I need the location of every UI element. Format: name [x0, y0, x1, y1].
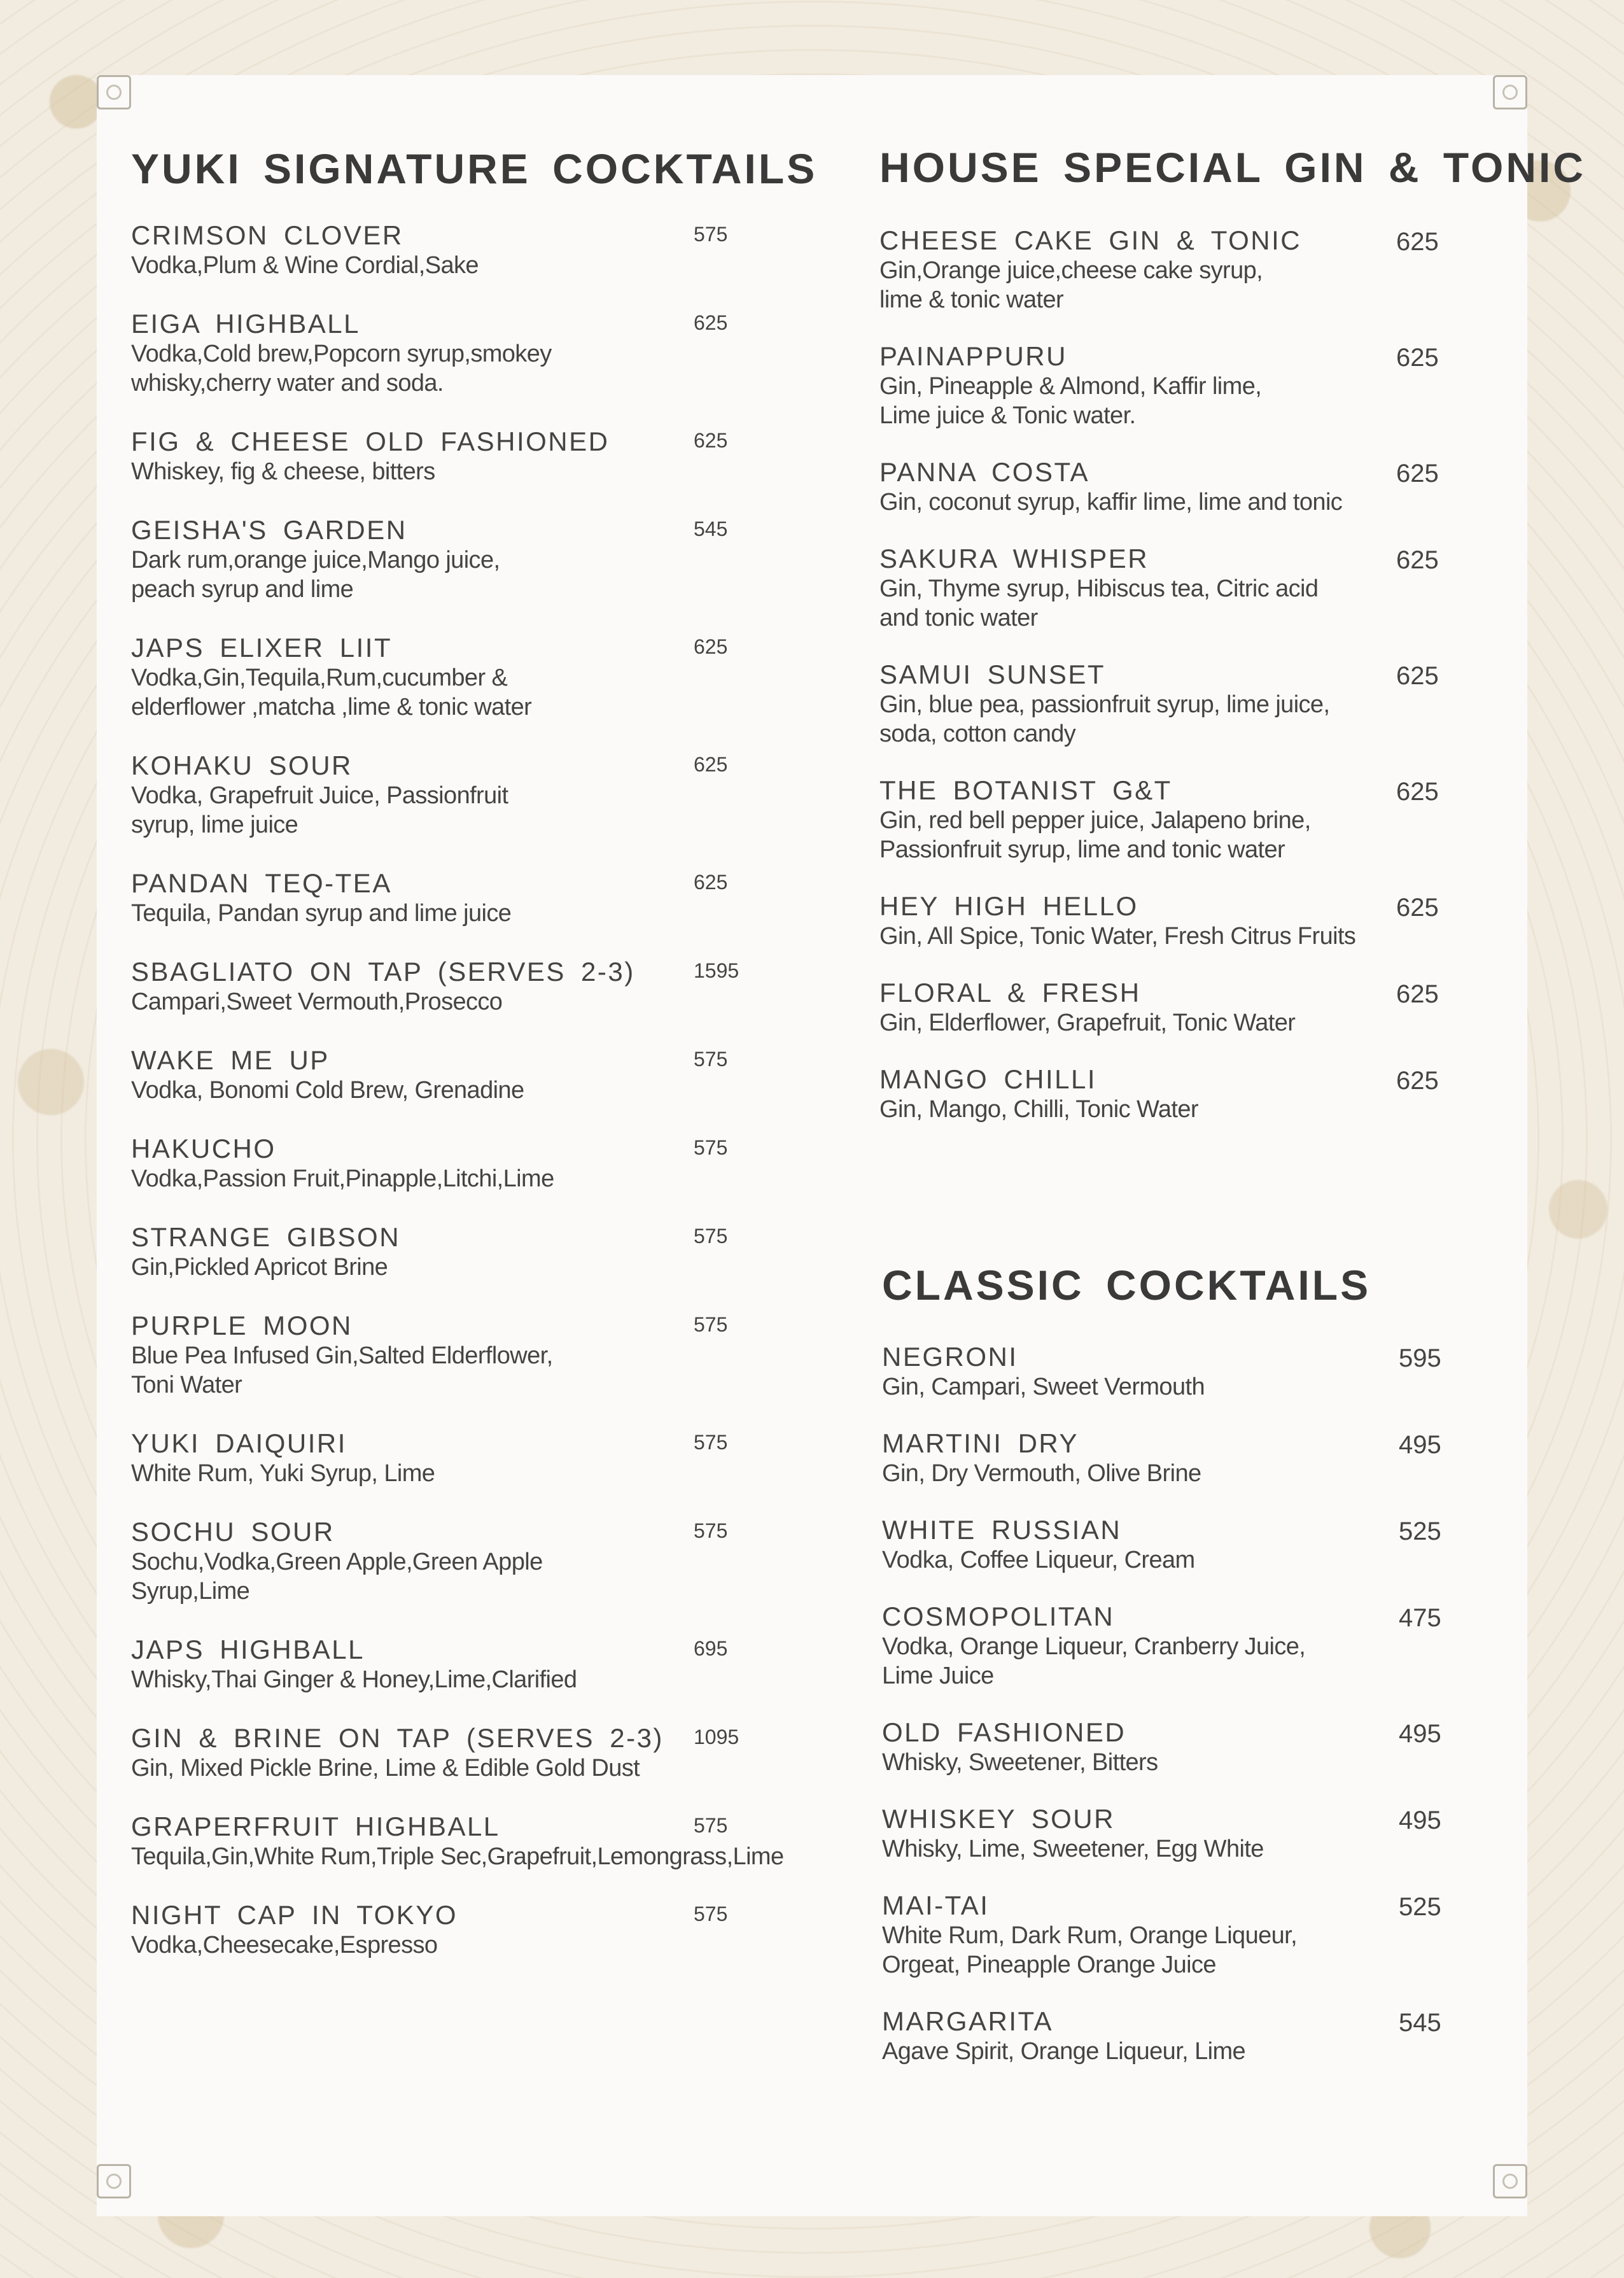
item-description: Gin, Pineapple & Almond, Kaffir lime, Lime juice & Tonic water. [879, 373, 1262, 429]
menu-item [879, 1064, 1516, 1124]
item-name: SBAGLIATO ON TAP (SERVES 2-3) [131, 957, 635, 987]
menu-item [879, 225, 1516, 314]
menu-item [879, 659, 1516, 749]
item-name: PANNA COSTA [879, 457, 1090, 487]
classic-cocktails-section [882, 1264, 1455, 2093]
corner-ornament-icon [97, 75, 131, 109]
item-name: SAMUI SUNSET [879, 659, 1106, 689]
item-name: YUKI DAIQUIRI [131, 1428, 347, 1458]
item-name: HEY HIGH HELLO [879, 891, 1138, 921]
item-description: Vodka,Gin,Tequila,Rum,cucumber & elderflower ,matcha ,lime & tonic water [131, 664, 532, 721]
signature-cocktails-section [131, 145, 844, 1988]
menu-item [131, 1900, 844, 1960]
item-price: 575 [694, 223, 728, 246]
item-name: WHITE RUSSIAN [882, 1515, 1122, 1545]
item-price: 575 [694, 1431, 728, 1454]
item-name: OLD FASHIONED [882, 1717, 1126, 1747]
section-title: YUKI SIGNATURE COCKTAILS [131, 145, 818, 192]
item-price: 625 [1396, 980, 1439, 1008]
item-description: Vodka,Passion Fruit,Pinapple,Litchi,Lime [131, 1165, 554, 1192]
menu-list [882, 1342, 1455, 2066]
item-price: 575 [694, 1048, 728, 1071]
menu-item [879, 544, 1516, 633]
item-price: 625 [694, 429, 728, 452]
item-price: 625 [1396, 662, 1439, 690]
menu-item [879, 775, 1516, 864]
gin-tonic-section [879, 144, 1586, 1151]
item-price: 625 [1396, 228, 1439, 256]
item-description: Whisky,Thai Ginger & Honey,Lime,Clarified [131, 1666, 577, 1693]
item-name: MARTINI DRY [882, 1428, 1079, 1458]
item-price: 625 [694, 753, 728, 776]
item-description: Campari,Sweet Vermouth,Prosecco [131, 988, 503, 1015]
menu-item [131, 1635, 844, 1694]
item-name: HAKUCHO [131, 1134, 276, 1164]
item-name: PAINAPPURU [879, 341, 1067, 371]
item-description: Agave Spirit, Orange Liqueur, Lime [882, 2038, 1246, 2065]
item-price: 575 [694, 1814, 728, 1837]
item-price: 625 [1396, 1067, 1439, 1095]
item-name: GRAPERFRUIT HIGHBALL [131, 1811, 500, 1841]
item-description: Gin, blue pea, passionfruit syrup, lime juice, soda, cotton candy [879, 691, 1330, 747]
item-name: MARGARITA [882, 2006, 1054, 2036]
corner-ornament-icon [1493, 2164, 1527, 2198]
item-name: FIG & CHEESE OLD FASHIONED [131, 426, 610, 456]
menu-item [879, 978, 1516, 1037]
item-description: Dark rum,orange juice,Mango juice, peach syrup and lime [131, 547, 500, 603]
item-description: Gin, Campari, Sweet Vermouth [882, 1374, 1205, 1400]
menu-item [131, 1517, 844, 1606]
item-name: PANDAN TEQ-TEA [131, 868, 392, 898]
menu-item [882, 2006, 1455, 2066]
menu-list [131, 220, 844, 1960]
item-name: FLORAL & FRESH [879, 978, 1141, 1008]
item-price: 545 [694, 517, 728, 540]
item-price: 1595 [694, 959, 739, 982]
menu-item [879, 457, 1516, 517]
section-title: CLASSIC COCKTAILS [882, 1262, 1371, 1309]
item-name: GIN & BRINE ON TAP (SERVES 2-3) [131, 1723, 664, 1753]
item-description: White Rum, Dark Rum, Orange Liqueur, Orgeat, Pineapple Orange Juice [882, 1922, 1298, 1978]
item-name: CHEESE CAKE GIN & TONIC [879, 225, 1302, 255]
item-description: Gin, Mango, Chilli, Tonic Water [879, 1096, 1198, 1123]
menu-item [131, 633, 844, 722]
item-name: KOHAKU SOUR [131, 750, 353, 780]
menu-item [131, 868, 844, 928]
item-name: STRANGE GIBSON [131, 1222, 401, 1252]
item-description: Gin, Elderflower, Grapefruit, Tonic Water [879, 1009, 1296, 1036]
item-price: 625 [694, 311, 728, 334]
menu-item [131, 1428, 844, 1488]
item-description: Whisky, Sweetener, Bitters [882, 1749, 1158, 1776]
menu-item [131, 1811, 844, 1871]
menu-item [131, 515, 844, 604]
item-description: Vodka,Plum & Wine Cordial,Sake [131, 252, 479, 279]
item-name: MANGO CHILLI [879, 1064, 1097, 1094]
menu-item [882, 1428, 1455, 1488]
item-description: Gin, All Spice, Tonic Water, Fresh Citrus Fruits [879, 923, 1356, 950]
menu-item [131, 1045, 844, 1105]
item-name: EIGA HIGHBALL [131, 309, 360, 339]
item-price: 625 [1396, 546, 1439, 574]
menu-item [131, 1311, 844, 1400]
item-price: 495 [1399, 1720, 1441, 1748]
menu-item [131, 309, 844, 398]
item-name: COSMOPOLITAN [882, 1601, 1115, 1631]
item-name: SOCHU SOUR [131, 1517, 335, 1547]
menu-item [882, 1717, 1455, 1777]
item-name: MAI-TAI [882, 1890, 990, 1920]
item-description: Tequila,Gin,White Rum,Triple Sec,Grapefruit,Lemongrass,Lime [131, 1843, 784, 1870]
item-description: Whiskey, fig & cheese, bitters [131, 458, 435, 485]
item-description: Vodka,Cheesecake,Espresso [131, 1932, 438, 1958]
item-price: 575 [694, 1225, 728, 1248]
item-price: 575 [694, 1136, 728, 1159]
item-description: Gin, Dry Vermouth, Olive Brine [882, 1460, 1201, 1487]
menu-item [882, 1890, 1455, 1979]
item-price: 695 [694, 1637, 728, 1660]
menu-item [882, 1342, 1455, 1402]
item-description: Vodka, Grapefruit Juice, Passionfruit syrup, lime juice [131, 782, 508, 838]
item-name: WHISKEY SOUR [882, 1804, 1115, 1834]
menu-item [131, 750, 844, 840]
menu-item [131, 1222, 844, 1282]
item-description: Tequila, Pandan syrup and lime juice [131, 900, 512, 927]
item-description: Vodka,Cold brew,Popcorn syrup,smokey whisky,cherry water and soda. [131, 341, 552, 397]
item-name: SAKURA WHISPER [879, 544, 1149, 573]
item-description: Sochu,Vodka,Green Apple,Green Apple Syrup,Lime [131, 1549, 543, 1605]
item-price: 625 [1396, 778, 1439, 806]
item-price: 475 [1399, 1604, 1441, 1632]
item-description: Gin, red bell pepper juice, Jalapeno brine, Passionfruit syrup, lime and tonic water [879, 807, 1311, 863]
item-price: 575 [694, 1902, 728, 1925]
item-name: NIGHT CAP IN TOKYO [131, 1900, 458, 1930]
corner-ornament-icon [97, 2164, 131, 2198]
item-price: 575 [694, 1519, 728, 1542]
item-description: Gin, Thyme syrup, Hibiscus tea, Citric acid and tonic water [879, 575, 1319, 631]
item-description: Vodka, Bonomi Cold Brew, Grenadine [131, 1077, 524, 1104]
item-description: Gin,Pickled Apricot Brine [131, 1254, 388, 1281]
item-price: 625 [694, 871, 728, 894]
item-name: JAPS ELIXER LIIT [131, 633, 393, 663]
item-name: WAKE ME UP [131, 1045, 330, 1075]
section-title: HOUSE SPECIAL GIN & TONIC [879, 144, 1586, 191]
item-description: White Rum, Yuki Syrup, Lime [131, 1460, 435, 1487]
item-price: 625 [1396, 460, 1439, 488]
item-price: 625 [1396, 894, 1439, 922]
menu-list [879, 225, 1516, 1124]
item-description: Gin, Mixed Pickle Brine, Lime & Edible Gold Dust [131, 1755, 640, 1782]
item-price: 495 [1399, 1806, 1441, 1834]
menu-item [131, 220, 844, 280]
menu-item [131, 1134, 844, 1193]
item-name: NEGRONI [882, 1342, 1018, 1372]
item-price: 495 [1399, 1431, 1441, 1459]
item-price: 1095 [694, 1726, 739, 1748]
item-description: Whisky, Lime, Sweetener, Egg White [882, 1836, 1264, 1862]
menu-item [131, 957, 844, 1016]
item-price: 625 [694, 635, 728, 658]
item-price: 625 [1396, 344, 1439, 372]
item-description: Gin, coconut syrup, kaffir lime, lime and tonic [879, 489, 1343, 516]
item-name: CRIMSON CLOVER [131, 220, 403, 250]
menu-item [879, 891, 1516, 951]
item-description: Blue Pea Infused Gin,Salted Elderflower, Toni Water [131, 1342, 553, 1398]
item-price: 525 [1399, 1517, 1441, 1545]
menu-item [879, 341, 1516, 430]
item-price: 575 [694, 1313, 728, 1336]
corner-ornament-icon [1493, 75, 1527, 109]
menu-item [882, 1804, 1455, 1864]
item-name: JAPS HIGHBALL [131, 1635, 365, 1664]
item-description: Vodka, Orange Liqueur, Cranberry Juice, Lime Juice [882, 1633, 1306, 1689]
menu-item [882, 1601, 1455, 1691]
item-price: 525 [1399, 1893, 1441, 1921]
menu-item [131, 426, 844, 486]
item-name: PURPLE MOON [131, 1311, 353, 1340]
item-name: THE BOTANIST G&T [879, 775, 1172, 805]
item-description: Gin,Orange juice,cheese cake syrup, lime & tonic water [879, 257, 1263, 313]
item-description: Vodka, Coffee Liqueur, Cream [882, 1547, 1195, 1573]
item-price: 545 [1399, 2009, 1441, 2037]
menu-item [882, 1515, 1455, 1575]
menu-item [131, 1723, 844, 1783]
item-price: 595 [1399, 1344, 1441, 1372]
item-name: GEISHA'S GARDEN [131, 515, 407, 545]
